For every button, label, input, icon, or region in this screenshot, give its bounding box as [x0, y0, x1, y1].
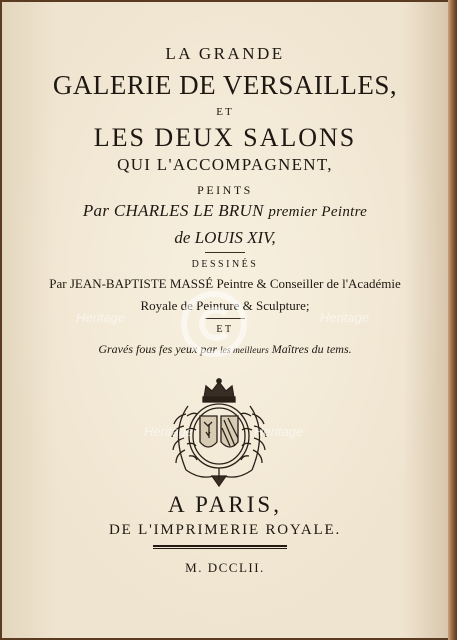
title-line-louis-xiv: [2, 228, 448, 248]
text-louis-xiv: LOUIS XIV,: [194, 228, 276, 247]
imprint-city: A PARIS,: [168, 492, 282, 517]
text-de: de: [174, 228, 191, 247]
title-line-le-brun: [2, 201, 448, 221]
text-graves: Gravés fous fes yeux par: [98, 342, 217, 356]
double-rule: [153, 545, 287, 549]
watermark-text-center-left: Heritage: [144, 424, 194, 439]
title-line-dessines: DESSINÉS: [191, 259, 259, 270]
text-jean-baptiste-masse: JEAN-BAPTISTE MASSÉ: [69, 276, 214, 291]
title-line-deux-salons: LES DEUX SALONS: [93, 123, 357, 152]
heritage-images-logo-icon: [178, 288, 250, 360]
publication-year: M. DCCLII.: [185, 560, 265, 575]
title-line-la-grande: LA GRANDE: [165, 44, 285, 63]
text-premier-peintre: premier Peintre: [268, 204, 368, 220]
title-line-et-2: ET: [216, 324, 234, 335]
watermark-text-right: Heritage: [320, 310, 370, 325]
text-maitres: Maîtres du tems.: [271, 342, 352, 356]
title-line-peints: PEINTS: [197, 183, 253, 197]
title-line-et: ET: [216, 106, 234, 118]
text-par: Par: [82, 201, 110, 220]
watermark-text-left: Heritage: [76, 310, 126, 325]
book-binding-edge: [448, 0, 457, 640]
text-peintre-conseiller: Peintre & Conseiller de l'Académie: [216, 276, 401, 291]
watermark-text-center-right: Heritage: [254, 424, 304, 439]
title-page: [2, 2, 448, 638]
text-par-2: Par: [49, 276, 67, 291]
imprint-press: DE L'IMPRIMERIE ROYALE.: [108, 522, 341, 538]
title-line-accompagnent: QUI L'ACCOMPAGNENT,: [117, 155, 333, 174]
text-charles-le-brun: CHARLES LE BRUN: [113, 201, 264, 220]
title-line-galerie: GALERIE DE VERSAILLES,: [52, 70, 398, 100]
short-rule: [205, 252, 245, 253]
title-line-academie: Royale de Peinture & Sculpture;: [140, 298, 310, 313]
text-meilleurs: les meilleurs: [219, 345, 269, 356]
